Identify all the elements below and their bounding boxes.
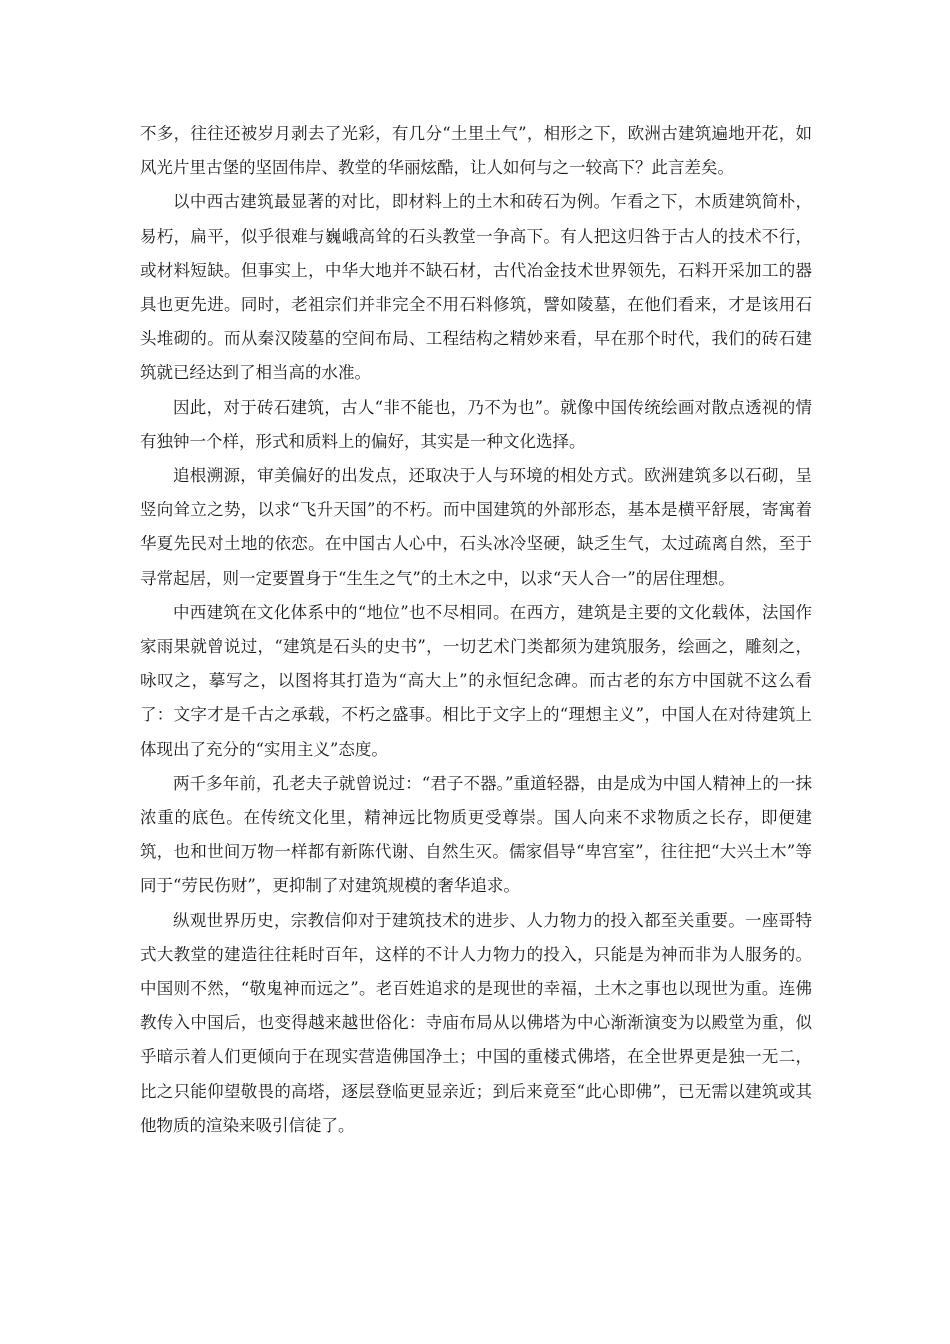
paragraph-religion: 纵观世界历史，宗教信仰对于建筑技术的进步、人力物力的投入都至关重要。一座哥特式大教堂的建造往往耗时百年，这样的不计人力物力的投入，只能是为神而非为人服务的。中国则不然，“敬鬼神而远之”。老百姓追求的是现世的幸福，土木之事也以现世为重。连佛教传入中国后，也变得越来越世俗化：寺庙布局从以佛塔为中心渐渐演变为以殿堂为重，似乎暗示着人们更倾向于在现实营造佛国净土；中国的重楼式佛塔，在全世界更是独一无二，比之只能仰望敬畏的高塔，逐层登临更显亲近；到后来竟至“此心即佛”，已无需以建筑或其他物质的渲染来吸引信徒了。 bbox=[140, 910, 812, 1135]
paragraph-environment: 追根溯源，审美偏好的出发点，还取决于人与环境的相处方式。欧洲建筑多以石砌，呈竖向耸立之势，以求“飞升天国”的不朽。而中国建筑的外部形态，基本是横平舒展，寄寓着华夏先民对土地的依恋。在中国古人心中，石头冰冷坚硬，缺乏生气，太过疏离自然，至于寻常起居，则一定要置身于“生生之气”的土木之中，以求“天人合一”的居住理想。 bbox=[140, 466, 812, 588]
paragraph-cultural-status: 中西建筑在文化体系中的“地位”也不尽相同。在西方，建筑是主要的文化载体，法国作家雨果就曾说过，“建筑是石头的史书”，一切艺术门类都须为建筑服务，绘画之，雕刻之，咏叹之，摹写之，以图将其打造为“高大上”的永恒纪念碑。而古老的东方中国就不这么看了：文字才是千古之承载，不朽之盛事。相比于文字上的“理想主义”，中国人在对待建筑上体现出了充分的“实用主义”态度。 bbox=[140, 602, 812, 759]
paragraph-confucius: 两千多年前，孔老夫子就曾说过：“君子不器。”重道轻器，由是成为中国人精神上的一抹浓重的底色。在传统文化里，精神远比物质更受尊崇。国人向来不求物质之长存，即便建筑，也和世间万物一样都有新陈代谢、自然生灭。儒家倡导“卑宫室”，往往把“大兴土木”等同于“劳民伤财”，更抑制了对建筑规模的奢华追求。 bbox=[140, 773, 812, 896]
article-body bbox=[140, 117, 812, 1143]
paragraph-materials-comparison: 以中西古建筑最显著的对比，即材料上的土木和砖石为例。乍看之下，木质建筑简朴，易朽，扁平，似乎很难与巍峨高耸的石头教堂一争高下。有人把这归咎于古人的技术不行，或材料短缺。但事实上，中华大地并不缺石材，古代冶金技术世界领先，石料开采加工的器具也更先进。同时，老祖宗们并非完全不用石料修筑，譬如陵墓，在他们看来，才是该用石头堆砌的。而从秦汉陵墓的空间布局、工程结构之精妙来看，早在那个时代，我们的砖石建筑就已经达到了相当高的水准。 bbox=[140, 192, 812, 383]
paragraph-continued-intro: 不多，往往还被岁月剥去了光彩，有几分“土里土气”，相形之下，欧洲古建筑遍地开花，如风光片里古堡的坚固伟岸、教堂的华丽炫酷，让人如何与之一较高下？此言差矣。 bbox=[140, 124, 812, 178]
paragraph-cultural-choice: 因此，对于砖石建筑，古人“非不能也，乃不为也”。就像中国传统绘画对散点透视的情有独钟一个样，形式和质料上的偏好，其实是一种文化选择。 bbox=[140, 397, 812, 451]
